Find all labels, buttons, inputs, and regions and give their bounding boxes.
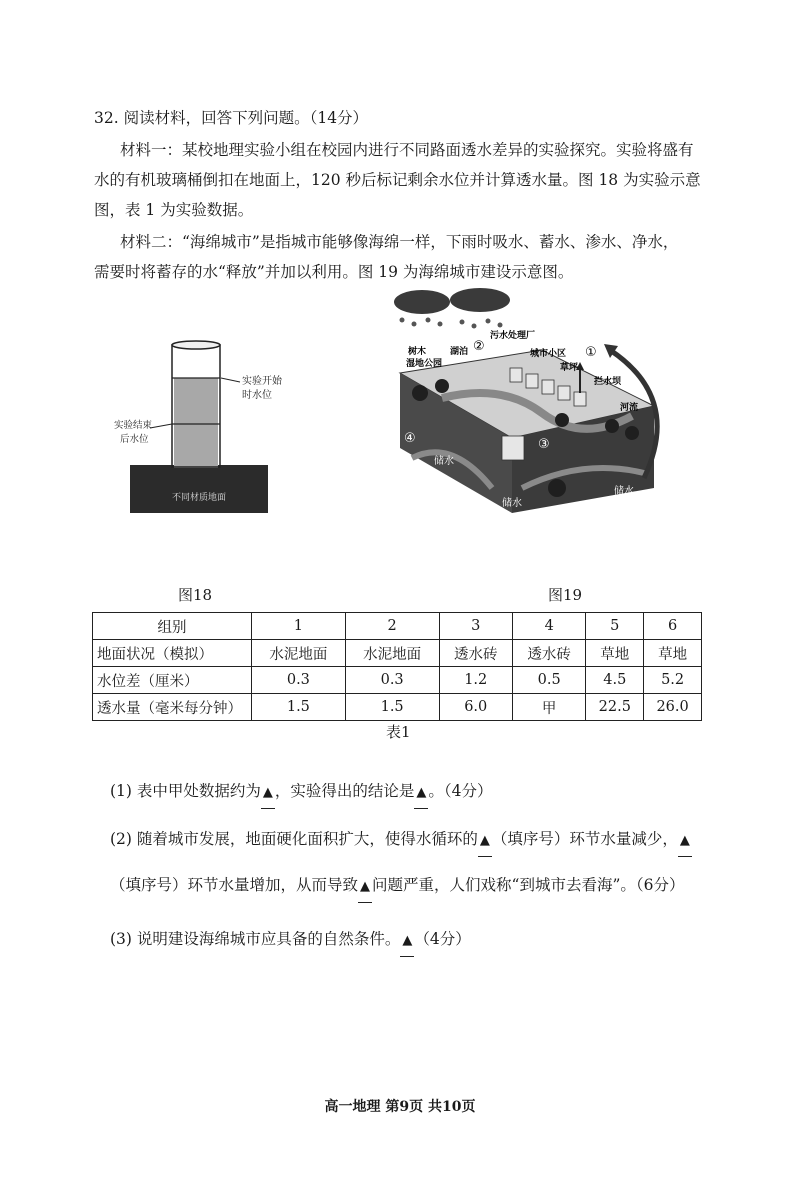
table-row [93,667,702,694]
label-lawn: 草坪 [560,363,579,373]
table-row [93,613,702,640]
table-cell: 草地 [586,640,644,667]
label-river: 河流 [620,403,639,413]
marker-4: ④ [404,431,416,446]
label-trees: 树木 [408,347,427,357]
material1-line1: 材料一：某校地理实验小组在校园内进行不同路面透水差异的实验探究。实验将盛有 [120,141,694,159]
start-label-1: 实验开始 [242,376,282,387]
marker-3: ③ [538,437,550,452]
table-cell: 1.5 [345,694,439,721]
table-cell: 0.5 [512,667,585,694]
subquestion-2-line1 [110,824,692,857]
table-row [93,694,702,721]
table-cell: 水位差（厘米） [93,667,252,694]
table-cell: 2 [345,613,439,640]
page-footer: 高一地理 第9页 共10页 [324,1099,476,1115]
question-header: 32. 阅读材料，回答下列问题。（14分） [94,109,369,127]
marker-2: ② [473,339,485,354]
end-label-2: 后水位 [120,434,149,445]
q2-text-d: 问题严重，人们戏称“到城市去看海”。（6分） [372,876,685,894]
table-cell: 透水砖 [512,640,585,667]
cloud-icon [450,288,510,312]
material2-line1: 材料二：“海绵城市”是指城市能够像海绵一样，下雨时吸水、蓄水、渗水、净水， [120,233,679,251]
figure-18-diagram [112,338,342,518]
subquestion-3 [110,924,471,957]
table-cell: 组别 [93,613,252,640]
cloud-icon [394,290,450,314]
answer-blank[interactable]: ▲ [400,926,414,957]
subquestion-2-line2 [110,870,684,903]
label-sewage: 污水处理厂 [490,331,536,341]
table-cell: 5.2 [644,667,702,694]
q1-text-a: (1) 表中甲处数据约为 [110,782,261,800]
q2-text-a: (2) 随着城市发展，地面硬化面积扩大，使得水循环的 [110,830,478,848]
table-cell: 地面状况（模拟） [93,640,252,667]
table-cell: 1 [252,613,346,640]
label-storage: 储水 [614,486,634,497]
label-lake: 湖泊 [450,347,469,357]
table-cell: 0.3 [252,667,346,694]
answer-blank[interactable]: ▲ [261,778,275,809]
table-cell: 透水量（毫米每分钟） [93,694,252,721]
material1-line3: 图，表 1 为实验数据。 [94,201,254,219]
answer-blank[interactable]: ▲ [414,778,428,809]
answer-blank[interactable]: ▲ [478,826,492,857]
answer-blank[interactable]: ▲ [358,872,372,903]
table-cell: 6 [644,613,702,640]
subquestion-1 [110,776,493,809]
label-wetland: 湿地公园 [406,359,443,369]
table-cell: 5 [586,613,644,640]
material1-line2: 水的有机玻璃桶倒扣在地面上，120 秒后标记剩余水位并计算透水量。图 18 为实验示意 [94,171,701,189]
table-cell: 水泥地面 [252,640,346,667]
q3-text-a: (3) 说明建设海绵城市应具备的自然条件。 [110,930,401,948]
ground-label: 不同材质地面 [171,493,227,503]
figure-19-caption: 图19 [548,586,583,604]
table-cell: 0.3 [345,667,439,694]
table-cell: 4 [512,613,585,640]
q1-text-c: 。（4分） [428,782,493,800]
table-cell: 水泥地面 [345,640,439,667]
q1-text-b: ，实验得出的结论是 [274,782,415,800]
label-storage: 储水 [502,498,522,509]
start-label-2: 时水位 [242,390,272,401]
table-cell: 透水砖 [439,640,512,667]
label-dam: 拦水坝 [594,377,622,387]
q2-text-b: （填序号）环节水量减少， [491,830,678,848]
table-cell: 草地 [644,640,702,667]
label-storage: 储水 [530,512,550,523]
material2-line2: 需要时将蓄存的水“释放”并加以利用。图 19 为海绵城市建设示意图。 [94,263,574,281]
table-cell: 1.5 [252,694,346,721]
figure-19-diagram [382,288,672,528]
q3-text-b: （4分） [414,930,471,948]
figure-18-caption: 图18 [178,586,213,604]
table-cell: 1.2 [439,667,512,694]
table-cell: 6.0 [439,694,512,721]
experiment-table [92,612,702,721]
marker-1: ① [585,345,597,360]
table-1-caption: 表1 [386,723,411,741]
table-cell: 22.5 [586,694,644,721]
table-cell: 3 [439,613,512,640]
answer-blank[interactable]: ▲ [678,826,692,857]
end-label-1: 实验结束 [114,420,153,431]
table-cell: 甲 [512,694,585,721]
table-cell: 4.5 [586,667,644,694]
label-community: 城市小区 [530,349,567,359]
q2-text-c: （填序号）环节水量增加，从而导致 [110,876,359,894]
table-row [93,640,702,667]
label-storage: 储水 [434,456,454,467]
table-cell: 26.0 [644,694,702,721]
